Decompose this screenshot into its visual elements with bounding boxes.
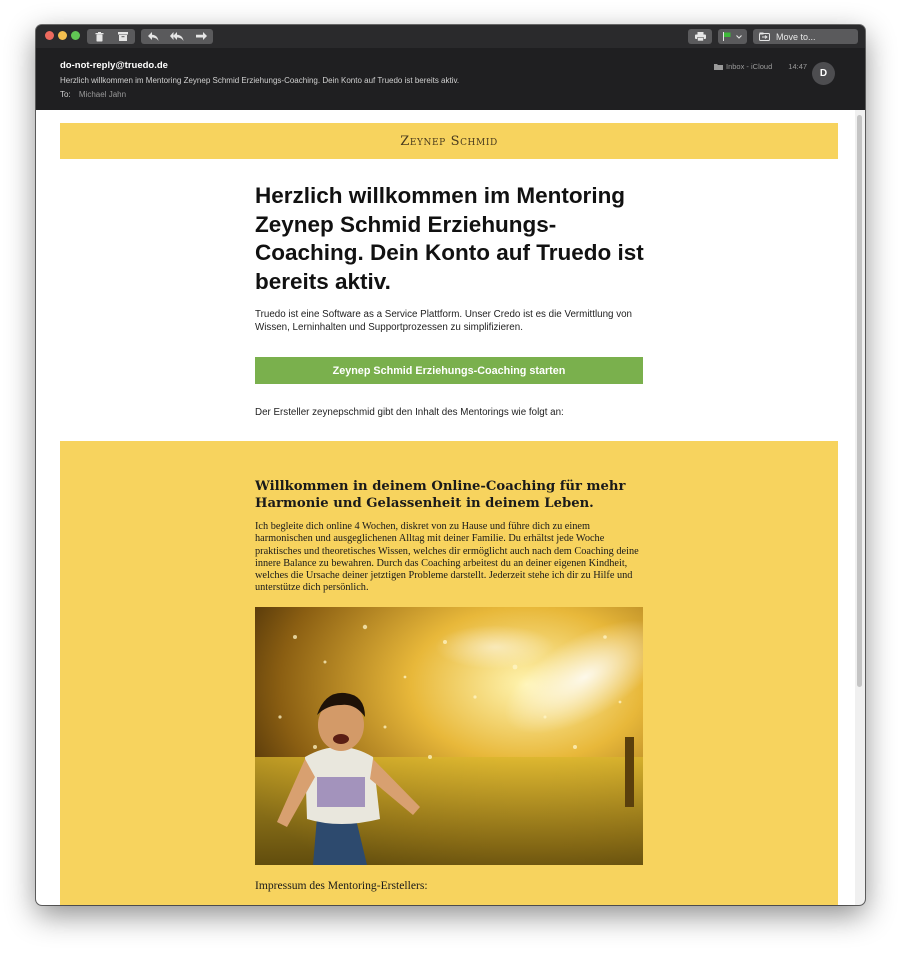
zoom-window-button[interactable] bbox=[71, 31, 80, 40]
message-subject: Herzlich willkommen im Mentoring Zeynep Schmid Erziehungs-Coaching. Dein Konto auf Truedo ist bereits aktiv. bbox=[60, 76, 460, 85]
flag-icon bbox=[723, 32, 731, 41]
move-icon bbox=[759, 32, 770, 41]
forward-button[interactable] bbox=[189, 29, 213, 44]
message-body bbox=[36, 110, 855, 905]
mail-window bbox=[36, 25, 865, 905]
move-to-label: Move to... bbox=[776, 31, 816, 42]
recipient-row bbox=[60, 90, 126, 99]
print-button[interactable] bbox=[688, 29, 712, 44]
chevron-down-icon bbox=[736, 35, 742, 39]
close-window-button[interactable] bbox=[45, 31, 54, 40]
print-icon bbox=[695, 32, 706, 41]
folder-icon bbox=[714, 63, 723, 70]
impressum-label: Impressum des Mentoring-Erstellers: bbox=[255, 879, 428, 892]
section-title: Willkommen in deinem Online-Coaching für mehr Harmonie und Gelassenheit in deinem Leben. bbox=[255, 479, 626, 511]
trash-icon bbox=[95, 32, 104, 42]
archive-button[interactable] bbox=[111, 29, 135, 44]
section-body: Ich begleite dich online 4 Wochen, diskret von zu Hause und führe dich zu einem harmonischen und ausgeglichenen Alltag mit deiner Familie. Du erhältst jede Woche praktisches und theoretisches Wissen, welches dir ermöglicht auch nach dem Coaching deine innere Balance zu bewahren. Durch das Coaching arbeitest du an deiner eigenen Kindheit, welches die Ursache deiner jetztigen Probleme darstellt. Jederzeit stehe ich dir zu Hilfe und unterstütze dich persönlich. bbox=[255, 521, 639, 594]
message-header bbox=[36, 48, 865, 110]
move-to-button[interactable] bbox=[753, 29, 858, 44]
message-meta bbox=[714, 62, 807, 71]
reply-icon bbox=[148, 32, 159, 41]
reply-all-button[interactable] bbox=[165, 29, 189, 44]
mailbox-label[interactable]: Inbox - iCloud bbox=[726, 62, 773, 71]
flag-button[interactable] bbox=[718, 29, 747, 44]
to-label: To: bbox=[60, 90, 71, 99]
creator-note: Der Ersteller zeynepschmid gibt den Inhalt des Mentorings wie folgt an: bbox=[255, 407, 564, 418]
welcome-heading: Herzlich willkommen im Mentoring Zeynep Schmid Erziehungs-Coaching. Dein Konto auf Truedo ist bereits aktiv. bbox=[255, 183, 644, 294]
archive-icon bbox=[118, 32, 128, 41]
mentoring-description-section bbox=[60, 441, 838, 905]
brand-name: Zeynep Schmid bbox=[400, 133, 498, 149]
start-coaching-button[interactable]: Zeynep Schmid Erziehungs-Coaching starten bbox=[255, 357, 643, 384]
recipient-name[interactable]: Michael Jahn bbox=[78, 90, 127, 99]
delete-archive-group bbox=[87, 29, 135, 44]
forward-icon bbox=[196, 32, 207, 41]
reply-group bbox=[141, 29, 213, 44]
child-running-photo bbox=[255, 607, 643, 865]
reply-all-icon bbox=[170, 32, 184, 41]
flag-group bbox=[718, 29, 747, 44]
reply-button[interactable] bbox=[141, 29, 165, 44]
minimize-window-button[interactable] bbox=[58, 31, 67, 40]
print-group bbox=[688, 29, 712, 44]
scrollbar-thumb[interactable] bbox=[857, 115, 862, 687]
sender-avatar: D bbox=[812, 62, 835, 85]
delete-button[interactable] bbox=[87, 29, 111, 44]
sender-address[interactable]: do-not-reply@truedo.de bbox=[60, 60, 168, 71]
title-bar bbox=[36, 25, 865, 48]
intro-text: Truedo ist eine Software as a Service Plattform. Unser Credo ist es die Vermittlung von Wissen, Lerninhalten und Supportprozessen zu simplifizieren. bbox=[255, 309, 632, 333]
brand-banner bbox=[60, 123, 838, 159]
received-time: 14:47 bbox=[788, 62, 808, 71]
